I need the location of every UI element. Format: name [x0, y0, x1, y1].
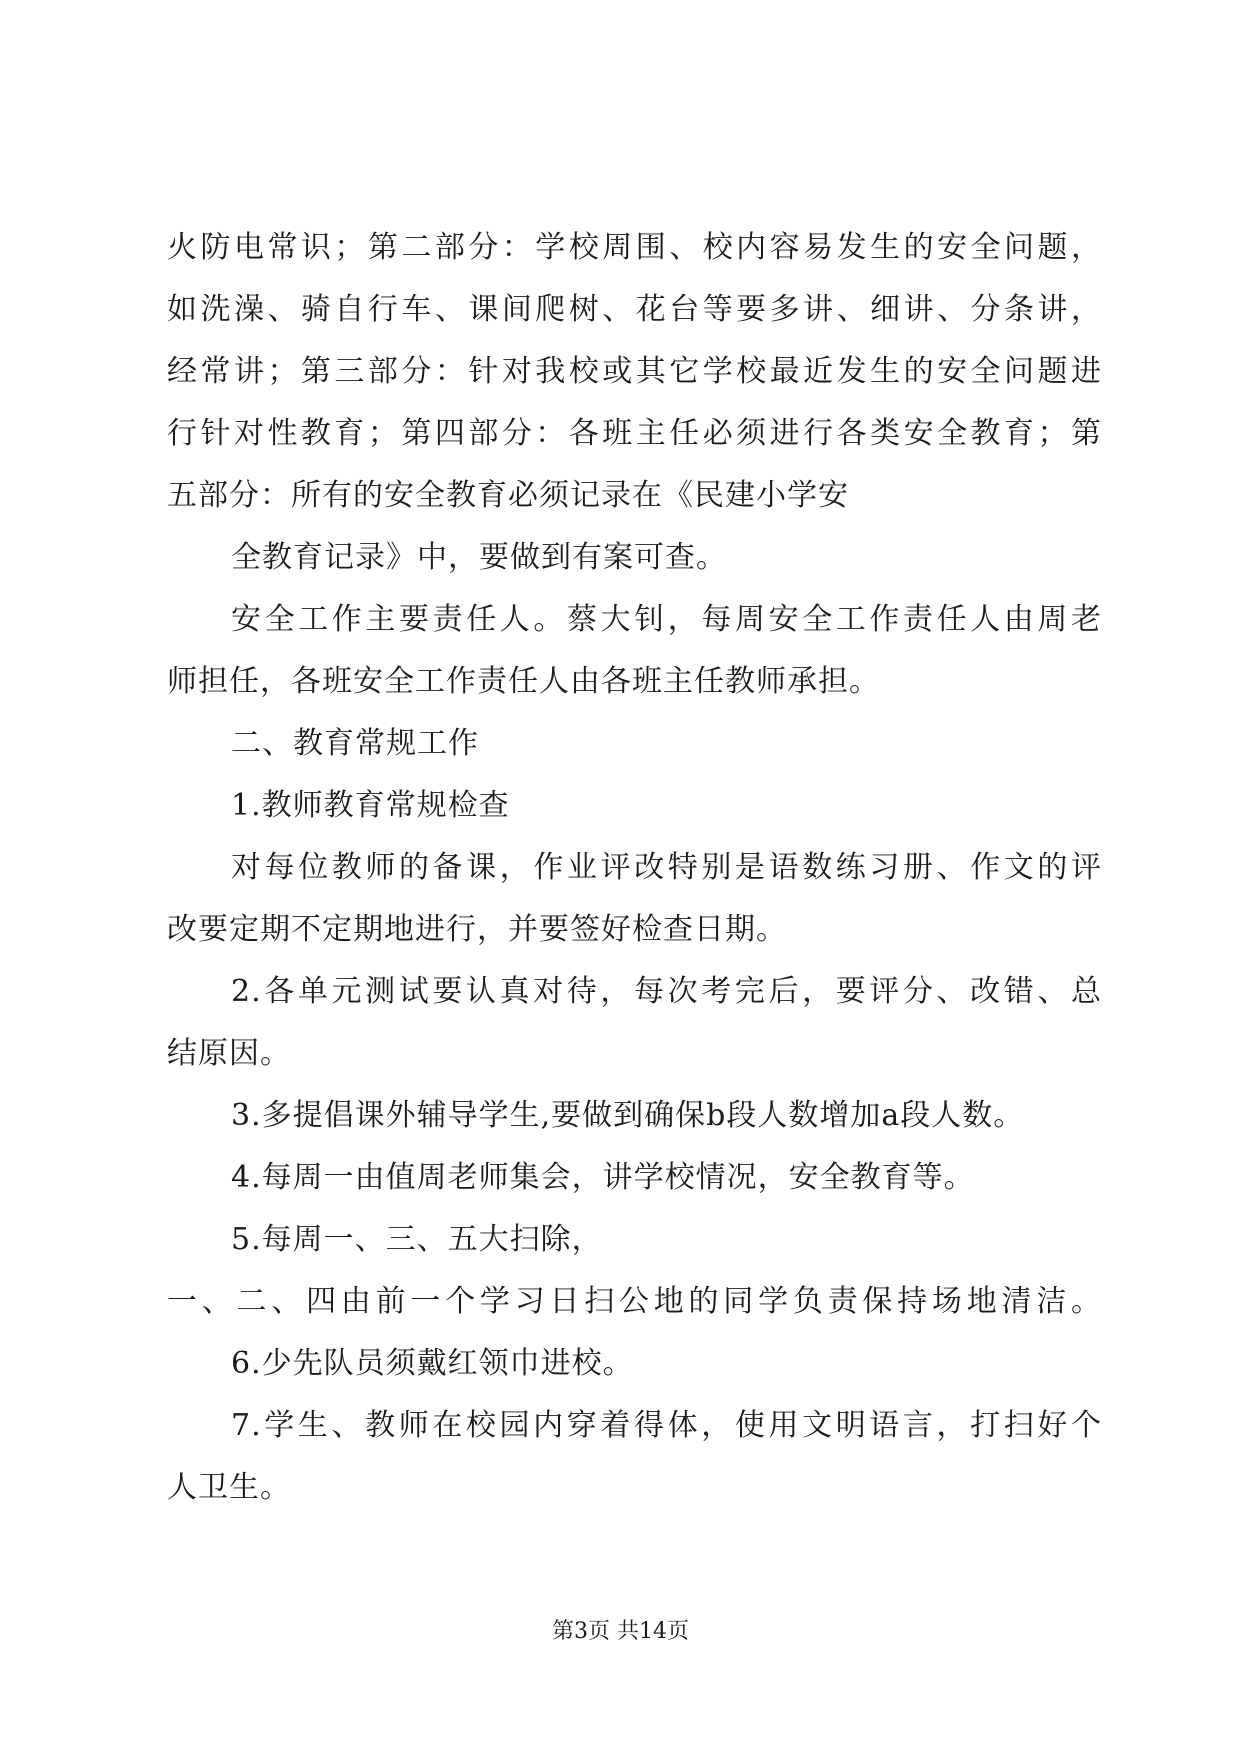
body-line: 火防电常识；第二部分：学校周围、校内容易发生的安全问题，	[167, 230, 1102, 265]
body-line: 五部分：所有的安全教育必须记录在《民建小学安	[167, 478, 849, 513]
body-line: 改要定期不定期地进行，并要签好检查日期。	[167, 912, 787, 947]
body-line: 如洗澡、骑自行车、课间爬树、花台等要多讲、细讲、分条讲，	[167, 292, 1102, 327]
section-heading: 二、教育常规工作	[231, 726, 479, 761]
list-item: 5.每周一、三、五大扫除，	[231, 1222, 603, 1257]
list-item: 7.学生、教师在校园内穿着得体，使用文明语言，打扫好个	[231, 1408, 1102, 1443]
page-number-footer: 第3页 共14页	[552, 1619, 689, 1644]
list-item: 6.少先队员须戴红领巾进校。	[231, 1346, 634, 1381]
body-line: 安全工作主要责任人。蔡大钊，每周安全工作责任人由周老	[231, 602, 1102, 637]
body-line: 师担任，各班安全工作责任人由各班主任教师承担。	[167, 664, 880, 699]
body-line: 人卫生。	[167, 1470, 291, 1505]
body-line: 结原因。	[167, 1036, 291, 1071]
body-line: 对每位教师的备课，作业评改特别是语数练习册、作文的评	[231, 850, 1102, 885]
list-item: 3.多提倡课外辅导学生,要做到确保b段人数增加a段人数。	[231, 1098, 1025, 1133]
body-line: 行针对性教育；第四部分：各班主任必须进行各类安全教育；第	[167, 416, 1102, 451]
body-line: 一、二、四由前一个学习日扫公地的同学负责保持场地清洁。	[167, 1284, 1102, 1319]
subsection-heading: 1.教师教育常规检查	[231, 788, 510, 823]
list-item: 4.每周一由值周老师集会，讲学校情况，安全教育等。	[231, 1160, 975, 1195]
document-body	[167, 228, 1102, 1530]
body-line: 经常讲；第三部分：针对我校或其它学校最近发生的安全问题进	[167, 354, 1102, 389]
body-line: 全教育记录》中，要做到有案可查。	[231, 540, 727, 575]
list-item: 2.各单元测试要认真对待，每次考完后，要评分、改错、总	[231, 974, 1102, 1009]
